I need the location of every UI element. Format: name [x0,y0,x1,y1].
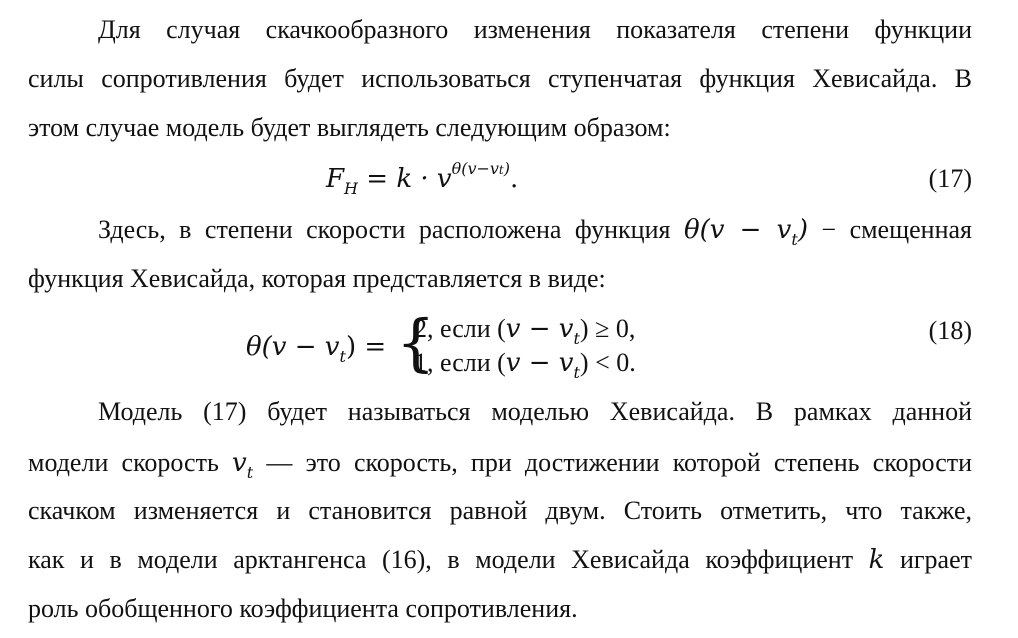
equation-18-case-2 [414,346,636,383]
p3-l4-a: как и в модели арктангенса (16), в модели Хевисайда коэффициент [28,545,869,574]
paragraph-1-line-2: силы сопротивления будет использоваться ступенчатая функция Хевисайда. В [28,64,972,93]
eq17-exponent-main: θ(v−v [451,159,499,178]
eq18-case1-a: 2, если ( [414,314,506,343]
paragraph-3-line-1: Модель (17) будет называться моделью Хевисайда. В рамках данной [98,397,972,426]
p2-math-end: ) [797,215,808,245]
eq17-exponent-end: ) [503,159,510,178]
paragraph-3-line-4 [28,543,972,577]
equation-18-number: (18) [928,316,972,345]
eq18-case1-sub: t [573,329,580,348]
equation-17 [326,159,519,200]
equation-18-lhs [246,330,386,367]
p2-text-b: − смещенная [807,215,972,244]
eq18-case2-b: ) < 0. [579,348,636,377]
p2-text-a: Здесь, в степени скорости расположена функция [98,215,684,244]
eq18-lhs-sub: t [339,347,346,366]
p3-l2-math: v [232,448,247,478]
p3-l2-sub: t [246,463,254,482]
paragraph-1-line-1: Для случая скачкообразного изменения показателя степени функции [98,15,972,44]
paragraph-3-line-3: скачком изменяется и становится равной двум. Стоить отметить, что также, [28,496,972,525]
equation-17-number: (17) [928,164,972,193]
paragraph-2-line-1 [98,213,972,250]
eq17-exponent [452,159,510,178]
eq18-case1-m: v − v [505,314,574,344]
p2-math-sub: t [791,230,798,249]
eq17-lhs: F [326,164,345,194]
paragraph-1-line-3: этом случае модель будет выглядеть следующим образом: [28,113,671,142]
p3-l4-b: играет [884,545,973,574]
eq17-end: . [510,164,519,194]
eq18-case2-sub: t [573,363,580,382]
eq17-mid: = k · v [358,164,452,194]
p2-math-main: θ(v − v [683,215,792,245]
eq17-lhs-sub: H [344,179,358,198]
paragraph-3-line-5: роль обобщенного коэффициента сопротивления. [28,594,578,623]
p2-math [683,215,808,249]
paragraph-2-line-2: функция Хевисайда, которая представляется в виде: [28,264,606,293]
eq18-case1-b: ) ≥ 0, [579,314,636,343]
p3-l2-a: модели скорость [28,448,233,477]
eq18-case2-m: v − v [505,348,574,378]
paragraph-3-line-2 [28,446,972,483]
eq17-exponent-sub: t [498,163,504,177]
eq18-lhs-end: ) = [345,332,387,362]
p3-l2-b: — это скорость, при достижении которой степень скорости [253,448,973,477]
eq18-lhs-main: θ(v − v [246,332,340,362]
eq18-case2-a: 1, если ( [414,348,506,377]
curly-brace-icon: { [396,306,436,379]
p3-l4-math: k [868,545,885,575]
equation-18-case-1 [414,312,635,349]
